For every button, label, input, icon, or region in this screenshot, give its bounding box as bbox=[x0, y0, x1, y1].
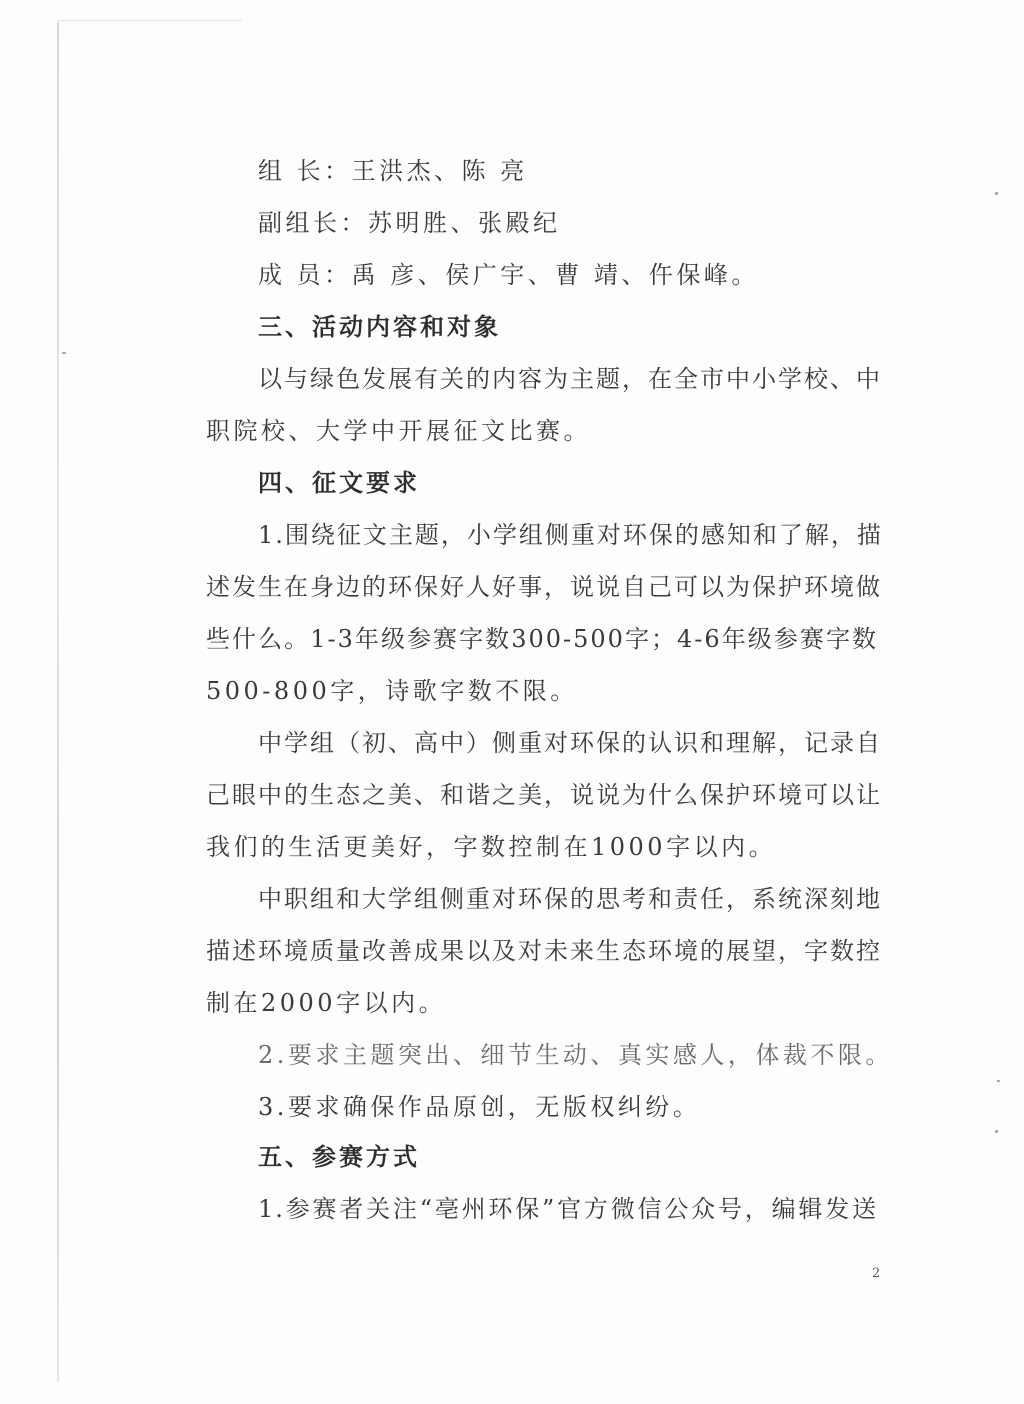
section-4-middle-school-line: 我们的生活更美好，字数控制在1000字以内。 bbox=[206, 833, 777, 861]
section-4-item-1-line: 述发生在身边的环保好人好事，说说自己可以为保护环境做 bbox=[206, 573, 882, 601]
scan-speck bbox=[995, 192, 998, 195]
section-5-heading: 五、参赛方式 bbox=[258, 1143, 420, 1171]
section-4-item-1-line: 些什么。1-3年级参赛字数300-500字；4-6年级参赛字数 bbox=[206, 625, 878, 653]
section-5-item-1-line: 1.参赛者关注“亳州环保”官方微信公众号，编辑发送 bbox=[258, 1195, 878, 1223]
section-4-middle-school-line: 中学组（初、高中）侧重对环保的认识和理解，记录自 bbox=[258, 729, 882, 757]
section-4-college-line: 描述环境质量改善成果以及对未来生态环境的展望，字数控 bbox=[206, 937, 882, 965]
section-3-paragraph-line: 以与绿色发展有关的内容为主题，在全市中小学校、中 bbox=[258, 365, 882, 393]
scan-border-left bbox=[57, 22, 59, 1382]
section-4-item-1-line: 1.围绕征文主题，小学组侧重对环保的感知和了解，描 bbox=[258, 521, 883, 549]
committee-leader: 组 长：王洪杰、陈 亮 bbox=[258, 157, 528, 185]
scan-speck bbox=[997, 1080, 1000, 1082]
page-number: 2 bbox=[872, 1266, 881, 1281]
committee-deputy: 副组长：苏明胜、张殿纪 bbox=[258, 209, 561, 237]
section-4-item-2: 2.要求主题突出、细节生动、真实感人，体裁不限。 bbox=[258, 1041, 893, 1069]
section-3-paragraph-line: 职院校、大学中开展征文比赛。 bbox=[206, 417, 591, 445]
section-4-middle-school-line: 己眼中的生态之美、和谐之美，说说为什么保护环境可以让 bbox=[206, 781, 882, 809]
section-4-item-3: 3.要求确保作品原创，无版权纠纷。 bbox=[258, 1093, 701, 1121]
section-4-item-1-line: 500-800字，诗歌字数不限。 bbox=[206, 677, 578, 705]
section-3-heading: 三、活动内容和对象 bbox=[258, 313, 501, 341]
scan-border-top bbox=[57, 20, 242, 21]
section-4-college-line: 制在2000字以内。 bbox=[206, 989, 447, 1017]
scan-speck bbox=[995, 1130, 998, 1133]
section-4-college-line: 中职组和大学组侧重对环保的思考和责任，系统深刻地 bbox=[258, 885, 882, 913]
committee-members: 成 员：禹 彦、侯广宇、曹 靖、仵保峰。 bbox=[258, 261, 759, 289]
section-4-heading: 四、征文要求 bbox=[258, 469, 420, 497]
scan-speck bbox=[62, 352, 66, 354]
